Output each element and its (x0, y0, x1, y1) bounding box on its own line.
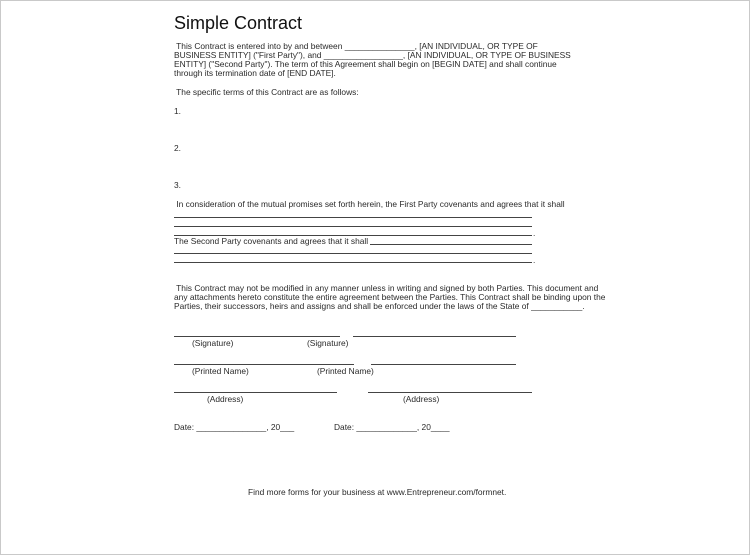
term-item-1: 1. (174, 106, 181, 116)
first-party-printed-name-label: (Printed Name) (192, 366, 249, 376)
first-party-covenant: In consideration of the mutual promises set forth herein, the First Party covenants and agrees that it shall (174, 199, 565, 209)
first-party-end-period: . (533, 228, 536, 238)
term-item-2: 2. (174, 143, 181, 153)
first-party-blank-line-2 (174, 226, 532, 227)
intro-line-3: ENTITY] ("Second Party"). The term of this Agreement shall begin on [BEGIN DATE] and shall continue (174, 59, 557, 69)
first-party-blank-line-1 (174, 217, 532, 218)
first-party-address-label: (Address) (207, 394, 244, 404)
terms-intro: The specific terms of this Contract are as follows: (174, 87, 359, 97)
second-party-printed-name-line (371, 364, 516, 365)
second-party-address-line (368, 392, 532, 393)
closing-line-3: Parties, their successors, heirs and assigns and shall be enforced under the laws of the State of ___________. (174, 301, 585, 311)
footer-note: Find more forms for your business at www.Entrepreneur.com/formnet. (248, 487, 507, 497)
second-party-end-period: . (533, 255, 536, 265)
second-party-date: Date: _____________, 20____ (334, 422, 450, 432)
first-party-date: Date: _______________, 20___ (174, 422, 295, 432)
first-party-signature-label: (Signature) (192, 338, 234, 348)
document-title: Simple Contract (174, 13, 303, 33)
second-party-blank-inline (370, 244, 532, 245)
second-party-signature-line (353, 336, 516, 337)
second-party-blank-line-2 (174, 262, 532, 263)
second-party-covenant: The Second Party covenants and agrees that it shall (174, 236, 369, 246)
intro-line-2: BUSINESS ENTITY] ("First Party"), and _________________, [AN INDIVIDUAL, OR TYPE OF BUSINESS (174, 50, 571, 60)
term-item-3: 3. (174, 180, 181, 190)
intro-line-1: This Contract is entered into by and between _______________, [AN INDIVIDUAL, OR TYPE OF (174, 41, 538, 51)
closing-line-2: any attachments hereto constitute the entire agreement between the Parties. This Contract shall be binding upon the (174, 292, 606, 302)
first-party-signature-line (174, 336, 340, 337)
second-party-blank-line-1 (174, 253, 532, 254)
second-party-signature-label: (Signature) (307, 338, 349, 348)
second-party-address-label: (Address) (403, 394, 440, 404)
closing-line-1: This Contract may not be modified in any manner unless in writing and signed by both Parties. This document and (174, 283, 599, 293)
second-party-printed-name-label: (Printed Name) (317, 366, 374, 376)
intro-line-4: through its termination date of [END DATE]. (174, 68, 336, 78)
first-party-printed-name-line (174, 364, 354, 365)
first-party-address-line (174, 392, 337, 393)
